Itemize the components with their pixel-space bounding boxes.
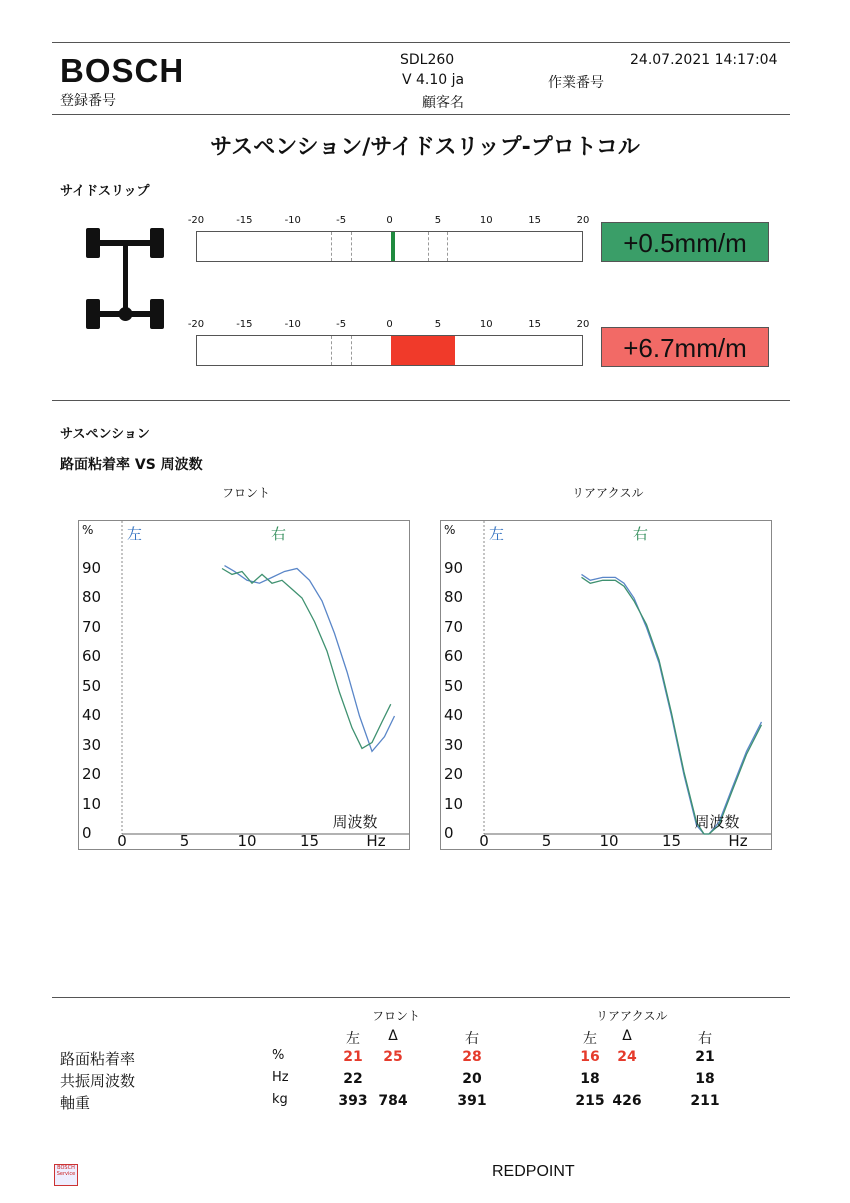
y-tick-label: 70 [82, 617, 102, 636]
tolerance-line [447, 232, 448, 261]
section-divider [52, 400, 790, 401]
scale-tick-label: -10 [284, 319, 301, 330]
scale-tick-label: -5 [336, 319, 347, 330]
table-cell: 211 [690, 1093, 720, 1109]
rear-slip-indicator [391, 336, 456, 365]
brand-logo: BOSCH [60, 52, 185, 89]
table-cell: 18 [695, 1071, 715, 1087]
series-line-right [222, 569, 391, 749]
x-axis-title: 周波数 [694, 813, 740, 831]
y-tick-label: 10 [444, 794, 464, 813]
x-tick-label: 15 [661, 832, 682, 850]
y-tick-label: 50 [444, 676, 464, 695]
front-adhesion-graph [78, 520, 410, 850]
x-tick-label: 10 [237, 832, 257, 850]
y-tick-label: 50 [82, 676, 102, 695]
table-cell: 28 [462, 1049, 482, 1065]
table-cell: 24 [617, 1049, 637, 1065]
x-tick-label: 5 [541, 832, 552, 850]
table-cell: 215 [575, 1093, 605, 1109]
axle-diagram-icon [84, 222, 172, 337]
software-version: V 4.10 ja [402, 72, 465, 88]
table-cell: 20 [462, 1071, 482, 1087]
legend-right: 右 [633, 525, 649, 543]
row-label-axle-weight: 軸重 [60, 1094, 91, 1112]
col-header-left: 左 [346, 1031, 360, 1047]
y-tick-label: 0 [444, 824, 454, 842]
col-header-left: 左 [583, 1031, 597, 1047]
scale-tick-label: 20 [576, 319, 590, 330]
rear-slip-readout: +6.7mm/m [601, 327, 769, 367]
tolerance-line [331, 336, 332, 365]
customer-label: 顧客名 [422, 95, 464, 111]
table-cell: 25 [383, 1049, 403, 1065]
scale-tick-label: 5 [434, 215, 442, 226]
suspension-section-label: サスペンション [60, 427, 150, 442]
y-tick-label: 40 [444, 706, 464, 724]
legend-right: 右 [271, 525, 287, 543]
scale-tick-label: 10 [479, 319, 493, 330]
x-unit-label: Hz [366, 832, 386, 850]
scale-tick-label: 10 [479, 215, 493, 226]
scale-tick-label: 5 [434, 319, 442, 330]
col-header-right: 右 [698, 1031, 712, 1047]
x-tick-label: 15 [299, 832, 320, 850]
tolerance-line [331, 232, 332, 261]
scale-tick-label: 0 [386, 215, 393, 226]
table-rear-header: リアアクスル [596, 1009, 668, 1023]
table-cell: 22 [343, 1071, 363, 1087]
header-bottom-rule [52, 114, 790, 115]
tolerance-line [428, 232, 429, 261]
x-tick-label: 0 [117, 832, 127, 850]
x-tick-label: 5 [179, 832, 190, 850]
side-slip-section-label: サイドスリップ [60, 184, 150, 199]
front-graph-title: フロント [222, 486, 271, 500]
col-header-delta: Δ [622, 1028, 632, 1044]
series-line-left [582, 574, 762, 834]
scale-tick-label: 0 [386, 319, 393, 330]
x-unit-label: Hz [728, 832, 748, 850]
header-top-rule [52, 42, 790, 43]
scale-tick-label: -5 [336, 215, 347, 226]
y-tick-label: 20 [444, 765, 464, 783]
scale-tick-label: -15 [236, 319, 253, 330]
table-cell: 16 [580, 1049, 600, 1065]
adhesion-plot [441, 521, 771, 849]
page-title: サスペンション/サイドスリップ-プロトコル [210, 135, 640, 160]
row-label-adhesion: 路面粘着率 [60, 1050, 136, 1068]
y-tick-label: 20 [82, 765, 102, 783]
series-line-right [582, 577, 762, 834]
work-number-label: 作業番号 [548, 75, 604, 91]
scale-tick-label: -15 [236, 215, 253, 226]
tolerance-line [351, 336, 352, 365]
rear-side-slip-scale [196, 335, 583, 366]
bosch-service-logo: BOSCH Service [54, 1164, 78, 1186]
table-cell: 784 [378, 1093, 408, 1109]
scale-tick-label: 15 [528, 319, 541, 330]
adhesion-vs-frequency-title: 路面粘着率 VS 周波数 [60, 457, 203, 473]
legend-left: 左 [127, 525, 143, 543]
y-tick-label: 40 [82, 706, 102, 724]
y-tick-label: 30 [82, 735, 102, 754]
rear-graph-title: リアアクスル [572, 486, 644, 500]
series-line-left [225, 566, 395, 752]
front-side-slip-scale [196, 231, 583, 262]
adhesion-plot [79, 521, 409, 849]
row-unit: Hz [272, 1070, 289, 1085]
rear-adhesion-graph [440, 520, 772, 850]
report-datetime: 24.07.2021 14:17:04 [630, 52, 778, 68]
y-tick-label: 30 [444, 735, 464, 754]
x-tick-label: 0 [479, 832, 489, 850]
row-unit: % [272, 1048, 285, 1063]
table-cell: 21 [695, 1049, 715, 1065]
tolerance-line [351, 232, 352, 261]
col-header-delta: Δ [388, 1028, 398, 1044]
table-cell: 18 [580, 1071, 600, 1087]
y-tick-label: 60 [444, 647, 464, 665]
y-unit-label: % [444, 523, 456, 537]
device-name: SDL260 [400, 52, 455, 68]
scale-tick-label: 20 [576, 215, 590, 226]
scale-tick-label: -10 [284, 215, 301, 226]
y-tick-label: 80 [82, 588, 102, 606]
table-cell: 21 [343, 1049, 363, 1065]
col-header-right: 右 [465, 1031, 479, 1047]
table-cell: 393 [338, 1093, 368, 1109]
table-cell: 391 [457, 1093, 487, 1109]
table-top-rule [52, 997, 790, 998]
y-tick-label: 90 [444, 558, 464, 577]
y-unit-label: % [82, 523, 94, 537]
front-slip-indicator [391, 232, 396, 261]
scale-tick-label: -20 [187, 215, 205, 226]
row-label-resonance: 共振周波数 [60, 1072, 136, 1090]
legend-left: 左 [489, 525, 505, 543]
scale-tick-label: 15 [528, 215, 541, 226]
table-cell: 426 [612, 1093, 642, 1109]
y-tick-label: 10 [82, 794, 102, 813]
y-tick-label: 0 [82, 824, 92, 842]
company-name: REDPOINT [492, 1163, 575, 1180]
scale-tick-label: -20 [187, 319, 205, 330]
y-tick-label: 80 [444, 588, 464, 606]
row-unit: kg [272, 1092, 288, 1107]
front-slip-readout: +0.5mm/m [601, 222, 769, 262]
y-tick-label: 70 [444, 617, 464, 636]
x-tick-label: 10 [599, 832, 619, 850]
y-tick-label: 90 [82, 558, 102, 577]
y-tick-label: 60 [82, 647, 102, 665]
registration-label: 登録番号 [60, 93, 116, 109]
table-front-header: フロント [372, 1009, 421, 1023]
x-axis-title: 周波数 [332, 813, 378, 831]
